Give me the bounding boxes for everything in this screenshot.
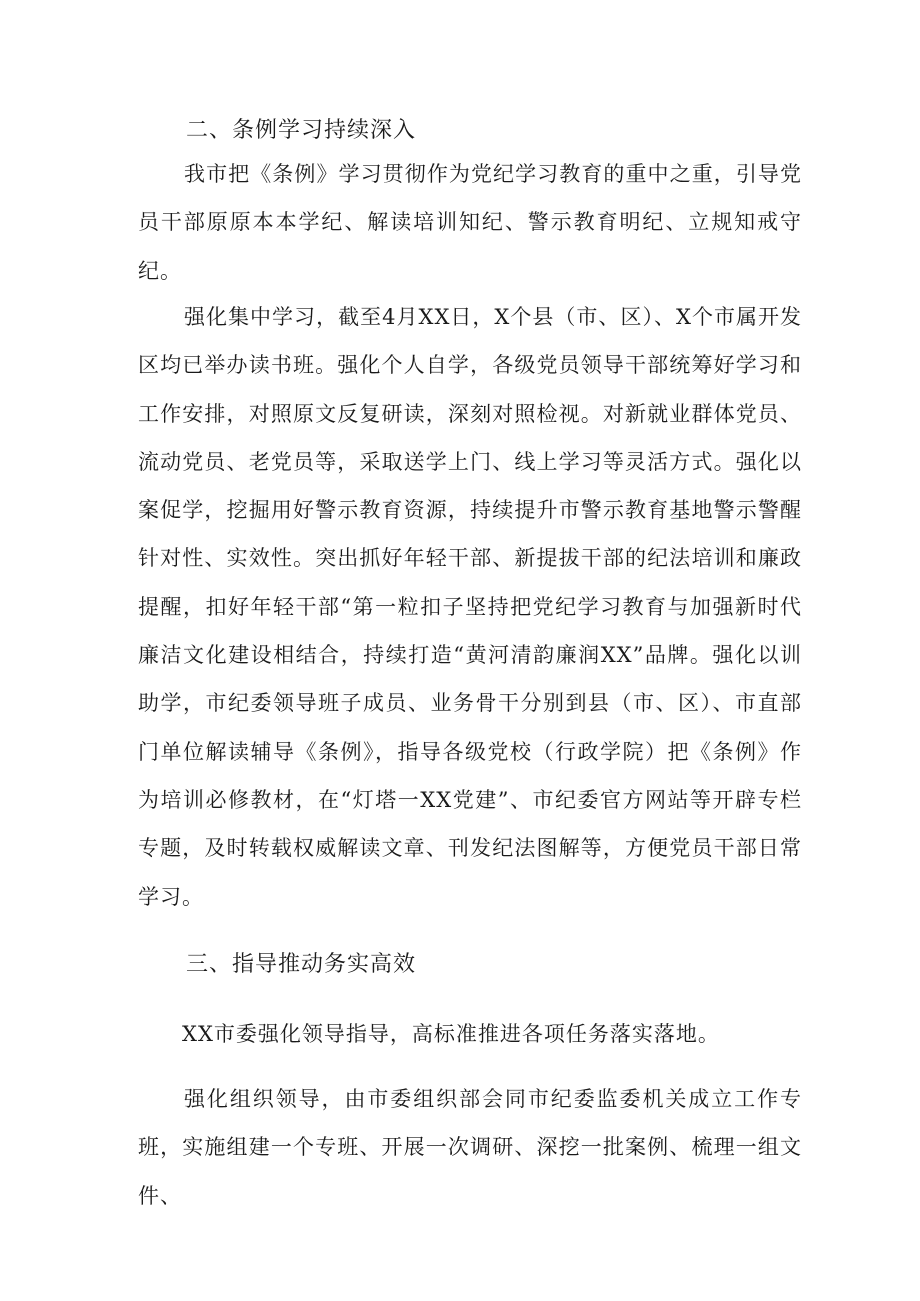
section-3-body-paragraph: 强化组织领导，由市委组织部会同市纪委监委机关成立工作专班，实施组建一个专班、开展一次调研、深挖一批案例、梳理一组文件、 — [138, 1087, 802, 1208]
section-2-intro-paragraph: 我市把《条例》学习贯彻作为党纪学习教育的重中之重，引导党员干部原原本本学纪、解读培训知纪、警示教育明纪、立规知戒守纪。 — [138, 162, 802, 283]
section-3-intro-paragraph: XX市委强化领导指导，高标准推进各项任务落实落地。 — [182, 1022, 720, 1046]
section-heading-2: 二、条例学习持续深入 — [186, 118, 417, 143]
section-2-body-paragraph: 强化集中学习，截至4月XX日，X个县（市、区）、X个市属开发区均已举办读书班。强化个人自学，各级党员领导干部统筹好学习和工作安排，对照原文反复研读，深刻对照检视。对新就业群体党员、流动党员、老党员等，采取送学上门、线上学习等灵活方式。强化以案促学，挖掘用好警示教育资源，持续提升市警示教育基地警示警醒针对性、实效性。突出抓好年轻干部、新提拔干部的纪法培训和廉政提醒，扣好年轻干部“第一粒扣子坚持把党纪学习教育与加强新时代廉洁文化建设相结合，持续打造“黄河清韵廉润XX”品牌。强化以训助学，市纪委领导班子成员、业务骨干分别到县（市、区）、市直部门单位解读辅导《条例》，指导各级党校（行政学院）把《条例》作为培训必修教材，在“灯塔一XX党建”、市纪委官方网站等开辟专栏专题，及时转载权威解读文章、刊发纪法图解等，方便党员干部日常学习。 — [138, 305, 802, 909]
section-heading-3: 三、指导推动务实高效 — [186, 952, 417, 977]
